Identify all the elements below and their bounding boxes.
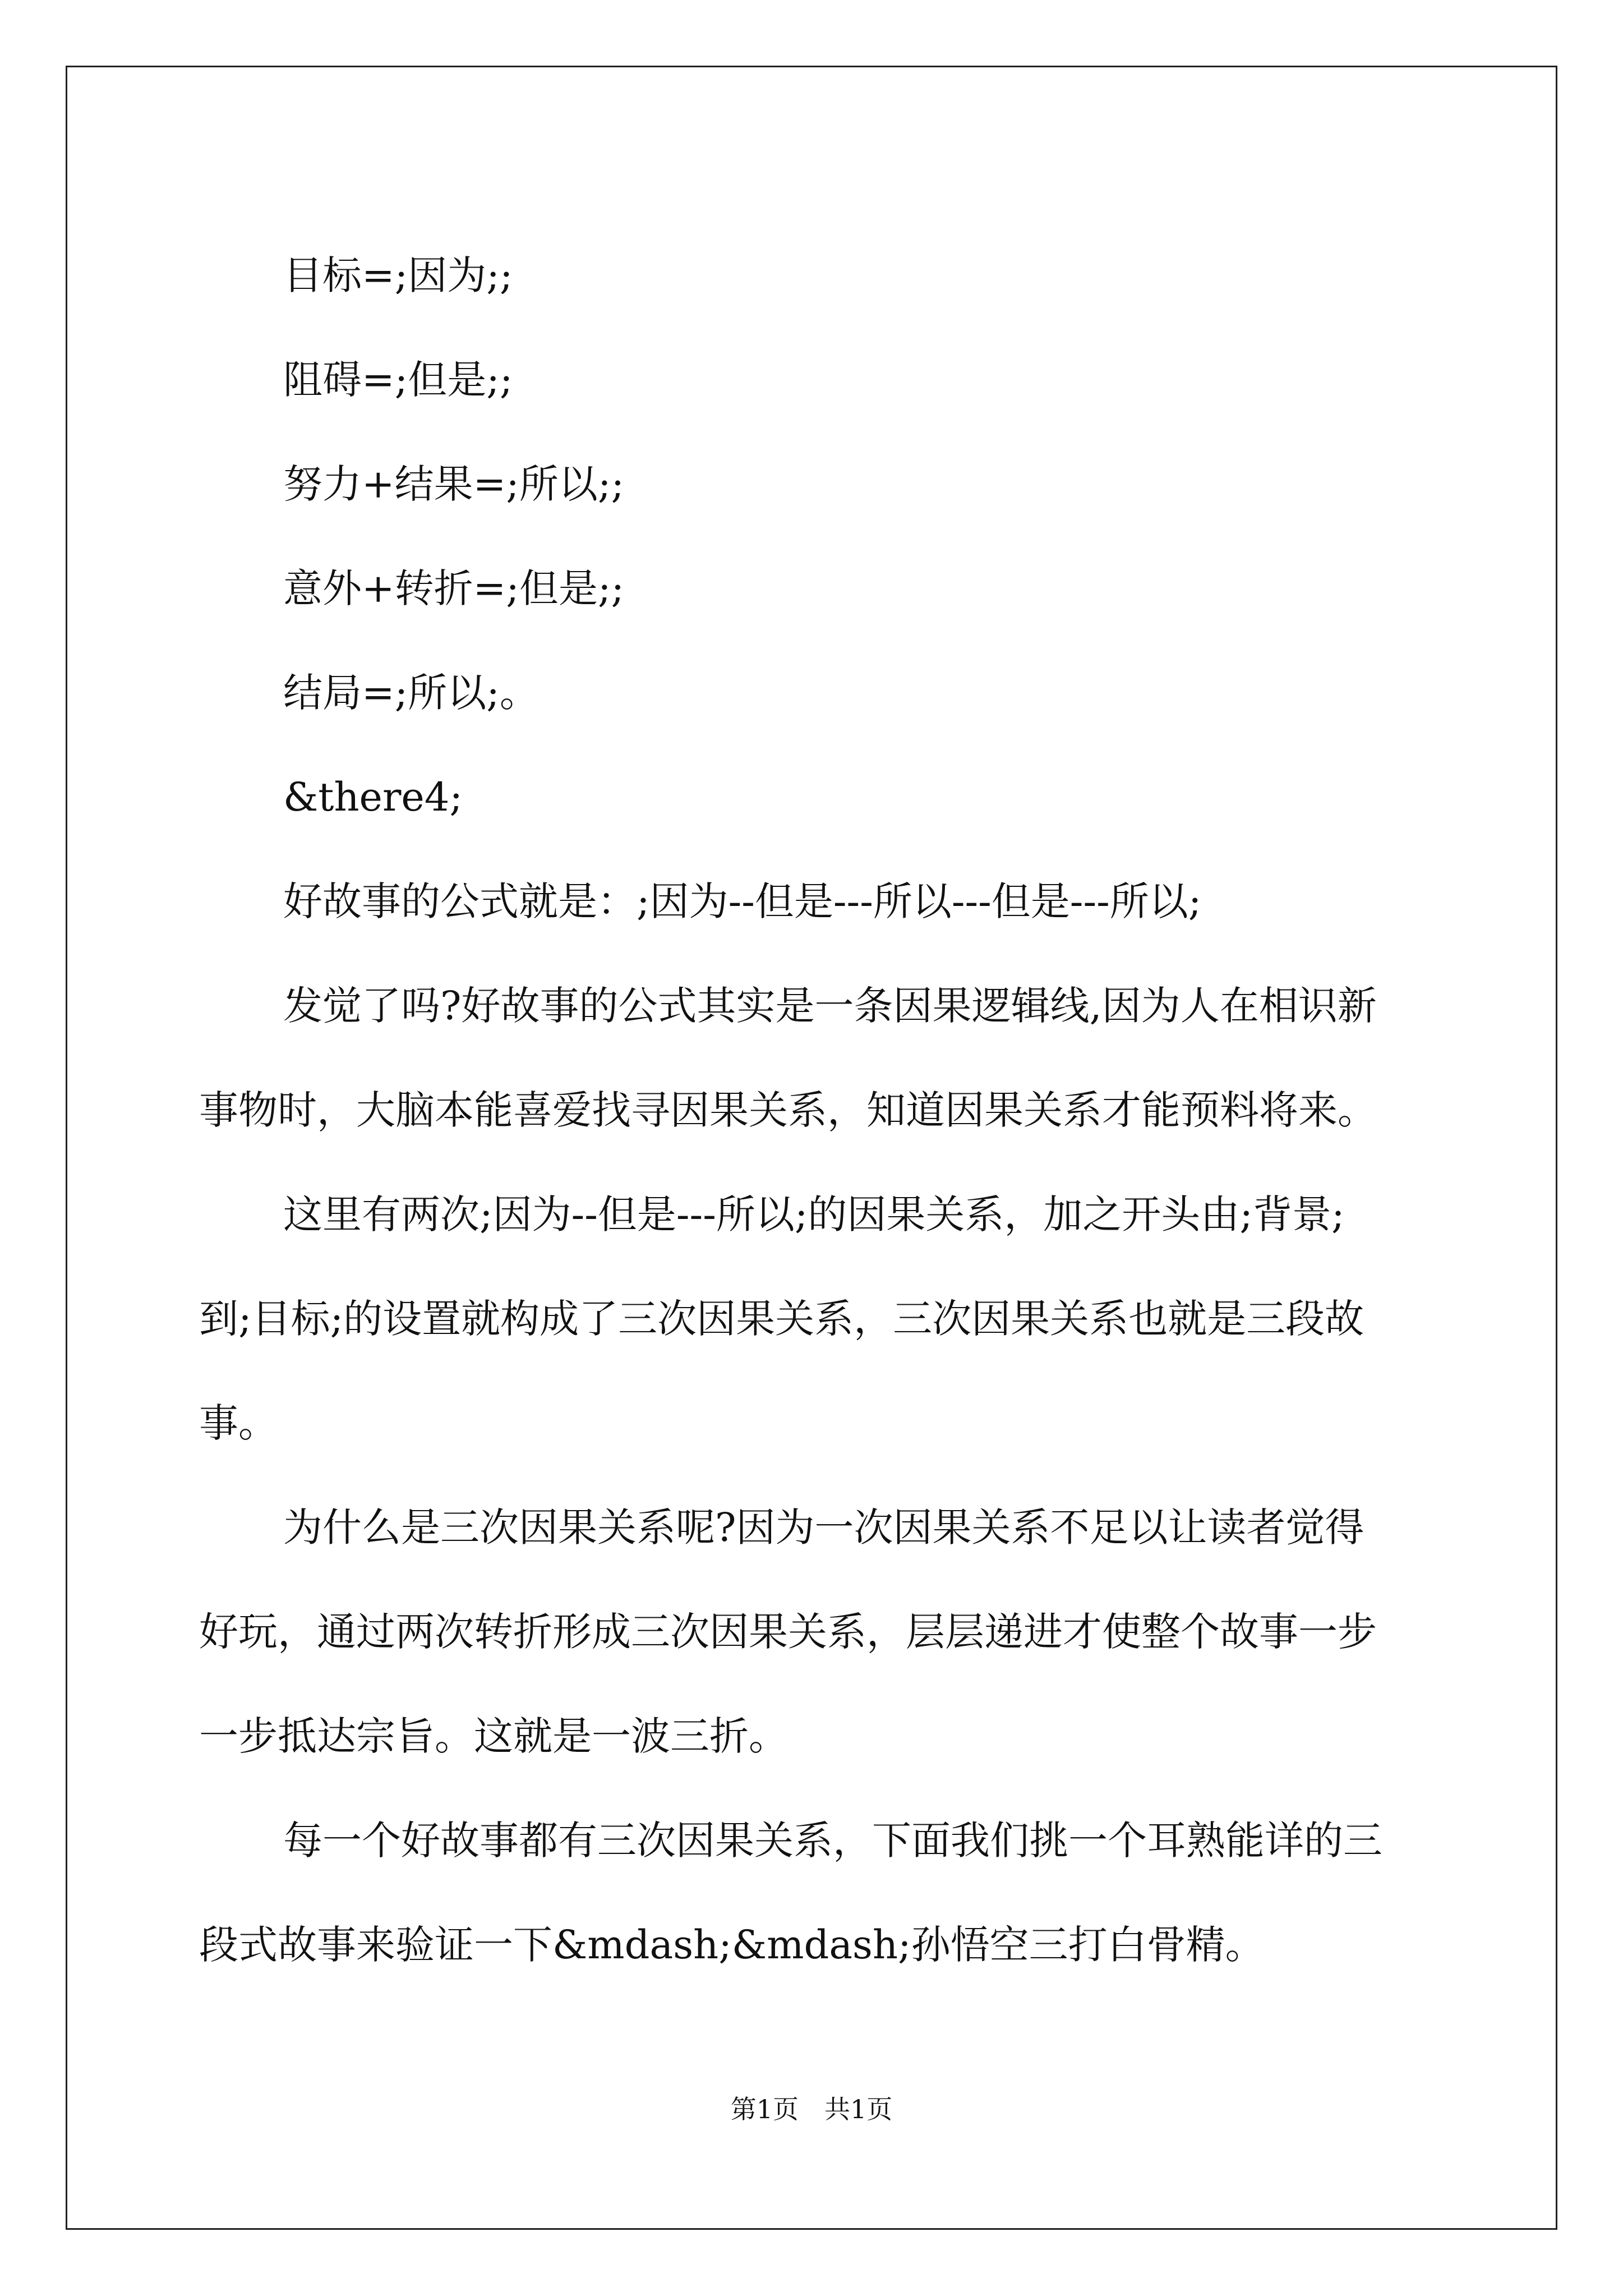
text-line: &there4;: [283, 774, 463, 820]
text-line: 好故事的公式就是：;因为--但是---所以---但是---所以;: [283, 878, 1202, 924]
page-footer: 第1页 共1页: [730, 2094, 893, 2124]
text-line: 目标=;因为;;: [283, 252, 513, 298]
text-line: 这里有两次;因为--但是---所以;的因果关系，加之开头由;背景;: [283, 1191, 1345, 1237]
text-line: 事物时，大脑本能喜爱找寻因果关系，知道因果关系才能预料将来。: [199, 1087, 1377, 1133]
text-line: 努力+结果=;所以;;: [283, 461, 625, 507]
text-line: 为什么是三次因果关系呢?因为一次因果关系不足以让读者觉得: [283, 1504, 1364, 1550]
text-line: 意外+转折=;但是;;: [283, 565, 625, 611]
text-line: 好玩，通过两次转折形成三次因果关系，层层递进才使整个故事一步: [199, 1609, 1377, 1655]
text-line: 到;目标;的设置就构成了三次因果关系，三次因果关系也就是三段故: [199, 1296, 1364, 1342]
text-line: 事。: [199, 1400, 278, 1446]
text-line: 阻碍=;但是;;: [283, 357, 513, 403]
text-line: 段式故事来验证一下&mdash;&mdash;孙悟空三打白骨精。: [199, 1922, 1265, 1968]
text-line: 发觉了吗?好故事的公式其实是一条因果逻辑线,因为人在相识新: [283, 983, 1377, 1029]
text-line: 每一个好故事都有三次因果关系，下面我们挑一个耳熟能详的三: [283, 1818, 1382, 1864]
text-line: 一步抵达宗旨。这就是一波三折。: [199, 1713, 788, 1759]
document-body: [199, 223, 1433, 1997]
text-line: 结局=;所以;。: [283, 670, 539, 716]
